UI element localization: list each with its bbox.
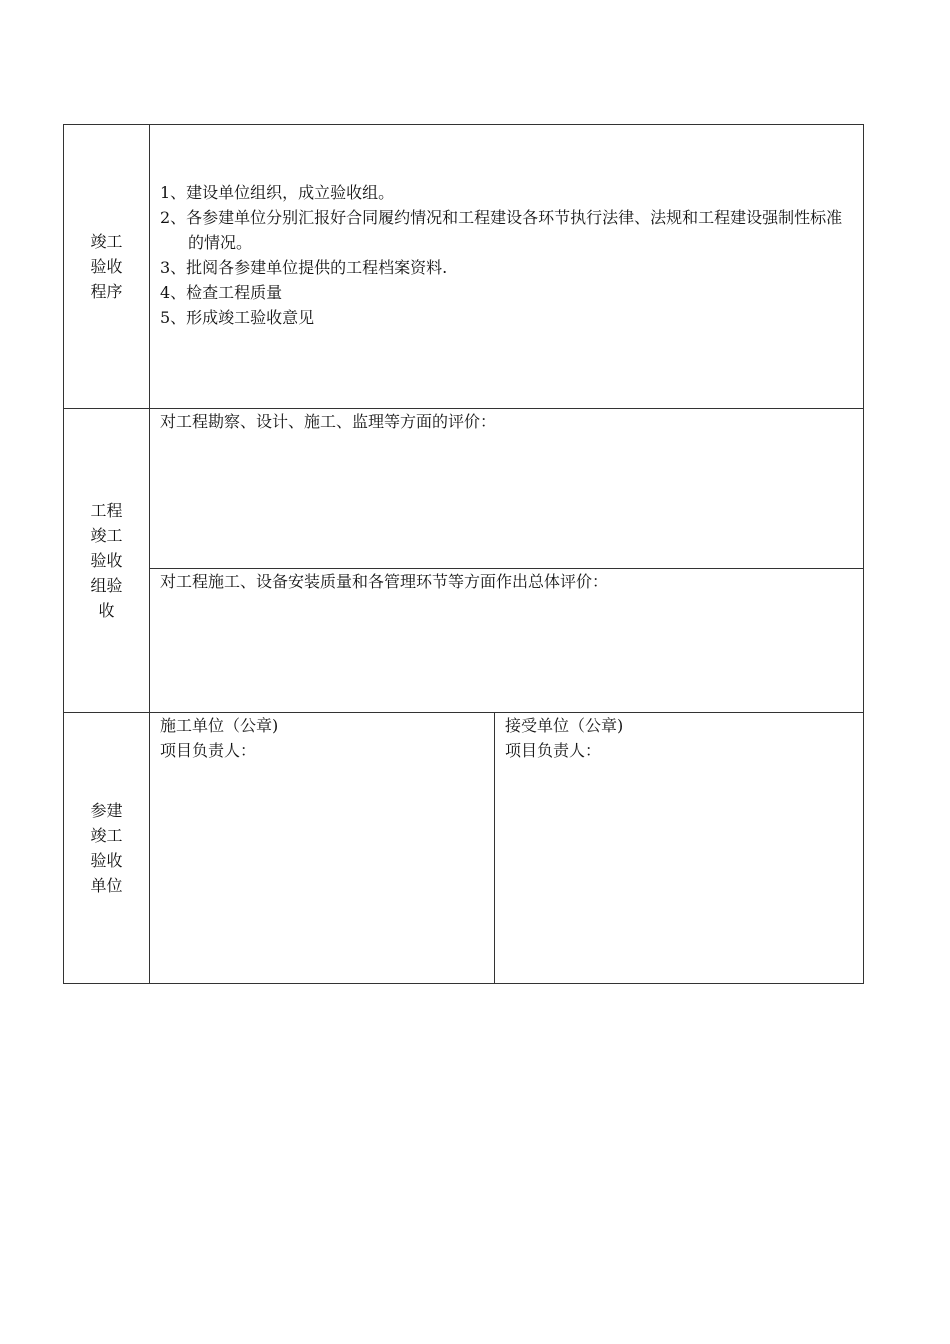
procedure-content-cell (150, 125, 864, 409)
units-label: 参建竣工验收单位 (90, 801, 123, 895)
construction-unit-title: 施工单位（公章) (160, 716, 279, 735)
units-row (64, 713, 864, 984)
overall-evaluation-cell[interactable] (150, 569, 864, 713)
procedure-steps (150, 125, 863, 330)
units-label-cell (64, 713, 150, 984)
receiving-unit-cell[interactable] (495, 713, 864, 984)
procedure-step: 3、批阅各参建单位提供的工程档案资料. (160, 258, 448, 277)
design-evaluation-text: 对工程勘察、设计、施工、监理等方面的评价： (160, 412, 497, 431)
procedure-step: 1、建设单位组织，成立验收组。 (160, 183, 395, 202)
construction-unit-cell[interactable] (150, 713, 495, 984)
overall-evaluation-text: 对工程施工、设备安装质量和各管理环节等方面作出总体评价： (160, 572, 609, 591)
design-evaluation-cell[interactable] (150, 409, 864, 569)
receiving-unit-title: 接受单位（公章) (505, 716, 624, 735)
procedure-step: 5、形成竣工验收意见 (160, 308, 315, 327)
group-review-label: 工程竣工验收组验收 (90, 501, 123, 620)
procedure-label: 竣工验收程序 (90, 232, 123, 301)
procedure-label-cell (64, 125, 150, 409)
procedure-step: 4、检查工程质量 (160, 283, 283, 302)
construction-unit-manager: 项目负责人： (160, 741, 257, 760)
procedure-row (64, 125, 864, 409)
acceptance-form-table (63, 124, 864, 984)
procedure-step: 2、各参建单位分别汇报好合同履约情况和工程建设各环节执行法律、法规和工程建设强制性标准的情况。 (160, 208, 843, 252)
group-review-row-2 (64, 569, 864, 713)
group-review-label-cell (64, 409, 150, 713)
group-review-row-1 (64, 409, 864, 569)
receiving-unit-manager: 项目负责人： (505, 741, 602, 760)
